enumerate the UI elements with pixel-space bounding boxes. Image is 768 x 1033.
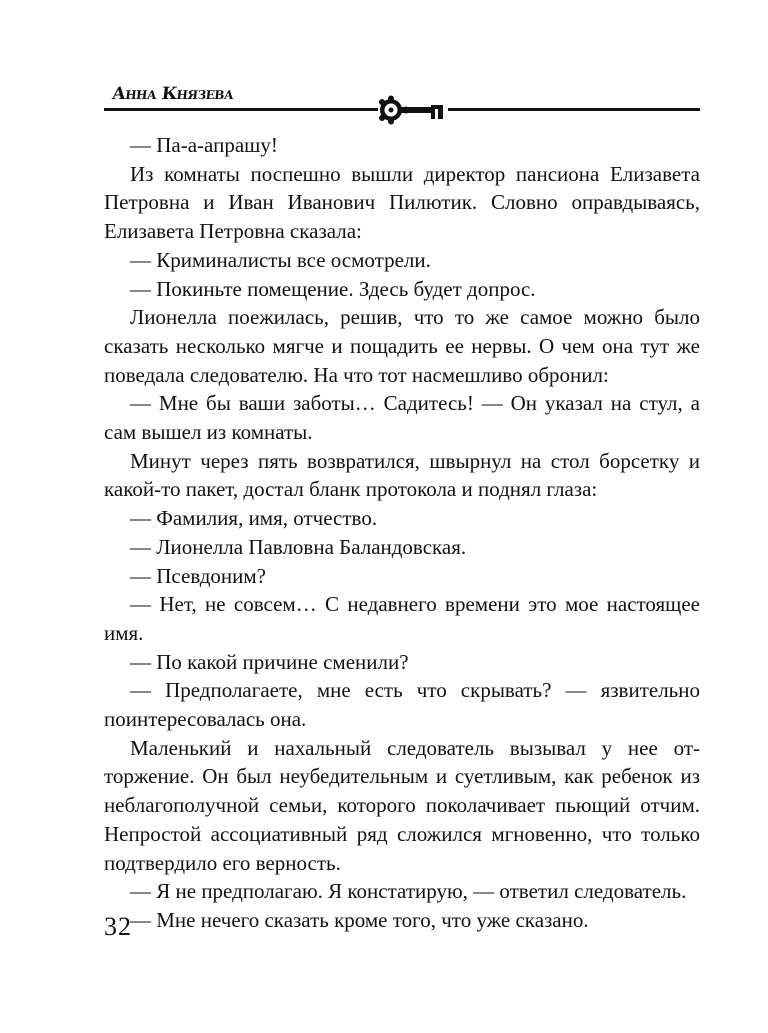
paragraph: — Покиньте помещение. Здесь будет допрос.: [130, 276, 536, 301]
paragraph: Лионелла поежилась, решив, что то же самое можно было сказать несколько мягче и пощадить ее нервы. О чем она тут же поведала следователю. На что тот насмешливо обронил:: [104, 305, 700, 387]
paragraph: Минут через пять возвратился, швырнул на стол борсетку и какой-то пакет, достал бланк протокола и поднял глаза:: [104, 448, 700, 502]
paragraph: — Псевдоним?: [130, 563, 266, 588]
paragraph: — Я не предполагаю. Я констатирую, — ответил следователь.: [130, 879, 687, 904]
key-icon: [378, 95, 448, 127]
paragraph: — Фамилия, имя, отчество.: [130, 506, 378, 531]
paragraph: — Криминалисты все осмотрели.: [130, 247, 431, 272]
header-author-name: Анна Князева: [110, 84, 235, 104]
paragraph: — Мне нечего сказать кроме того, что уже сказано.: [130, 907, 589, 932]
paragraph: — Па-а-апрашу!: [130, 133, 278, 157]
paragraph: — Лионелла Павловна Баландовская.: [130, 534, 467, 559]
paragraph: Из комнаты поспешно вышли директор пансиона Елизавета Петровна и Иван Иванович Пилютик. Словно оправдываясь, Елизавета Петровна сказала:: [104, 161, 700, 244]
paragraph: Маленький и нахальный следователь вызывал у нее отторжение. Он был неубедительным и суетливым, как ребенок из неблагополучной семьи, которого поколачивает пьющий отчим. Непростой ассоциативный ряд сложился мгновенно, что только подтвердило его верность.: [104, 735, 700, 875]
paragraph: — Мне бы ваши заботы… Садитесь! — Он указал на стул, а сам вышел из комнаты.: [104, 391, 700, 445]
paragraph: — По какой причине сменили?: [130, 649, 409, 674]
paragraph: — Предполагаете, мне есть что скрывать? — язвительно поинтересовалась она.: [104, 678, 700, 732]
page-number: 32: [104, 912, 132, 941]
paragraph: — Нет, не совсем… С недавнего времени это мое настоящее имя.: [104, 592, 700, 645]
body-text: [104, 131, 700, 935]
